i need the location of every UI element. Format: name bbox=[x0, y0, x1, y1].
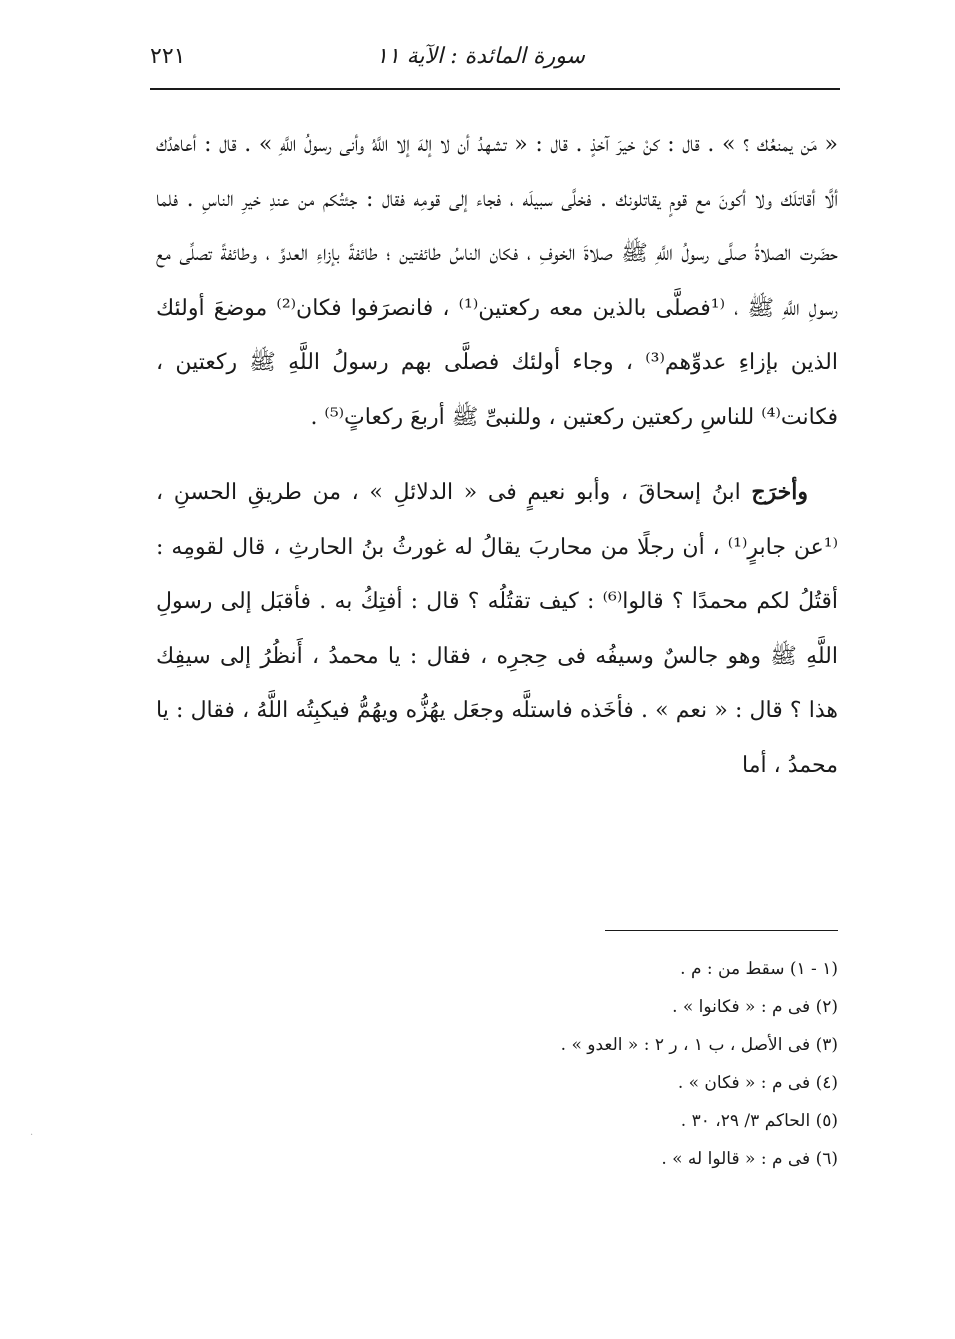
footnote: (١ - ١) سقط من : م . bbox=[680, 959, 838, 979]
paragraph bbox=[156, 118, 838, 445]
footnotes bbox=[538, 950, 838, 1178]
page-number: ٢٢١ bbox=[150, 44, 186, 69]
footnote-separator bbox=[605, 930, 838, 931]
main-text bbox=[156, 118, 838, 793]
paragraph-text: ابنُ إسحاقَ ، وأبو نعيمٍ فى « الدلائلِ » ، من طريقِ الحسنِ ، ⁽¹عن جابرٍ⁽¹⁾ ، أن رجلًا من محاربَ يقالُ له غورثُ بنُ الحارثِ ، قال لقومِه : أقتُلُ لكم محمدًا ؟ قالوا⁽⁶⁾ : كيف تقتُلُه ؟ قال : أفتِكُ به . فأقبَل إلى رسولِ اللَّهِ ﷺ وهو جالسٌ وسيفُه فى حِجرِه ، فقال : يا محمدُ ، أَنظُرُ إلى سيفِك هذا ؟ قال : « نعم » . فأخَذه فاستلَّه وجعَل يهُزُّه ويهُمُّ فيكبِتُه اللَّهُ ، فقال : يا محمدُ ، أما bbox=[156, 480, 838, 778]
paragraph-text: « مَن يمنعُك ؟ » . قال : كنْ خيرَ آخذٍ . قال : « تشهدُ أن لا إلهَ إلا اللَّهُ وأنى رسولُ اللَّهِ » . قال : أعاهدُك ألَّا أقاتلَك ولا أكونَ مع قومٍ يقاتلونك . فخلَّى سبيلَه ، فجاء إلى قومِه فقال : جئتُكم من عندِ خيرِ الناسِ . فلما حضَرت الصلاةُ صلَّى رسولُ اللَّهِ ﷺ صلاةَ الخوفِ ، فكان الناسُ طائفتين ؛ طائفةً بإزاءِ العدوِّ ، وطائفةً تصلِّى مع رسولِ اللَّهِ ﷺ ، ⁽¹فصلَّى بالذين معه ركعتين⁽¹⁾ ، فانصرَفوا فكان⁽²⁾ موضعَ أولئك الذين بإزاءِ عدوِّهم⁽³⁾ ، وجاء أولئك فصلَّى بهم رسولُ اللَّهِ ﷺ ركعتين ، فكانت⁽⁴⁾ للناسِ ركعتين ركعتين ، وللنبىِّ ﷺ أربعَ ركعاتٍ⁽⁵⁾ . bbox=[156, 132, 838, 430]
running-header bbox=[150, 40, 840, 84]
footnote: (٣) فى الأصل ، ب ١ ، ر ٢ : « العدو » . bbox=[560, 1035, 838, 1055]
footnote: (٤) فى م : « فكان » . bbox=[677, 1073, 838, 1093]
paragraph bbox=[156, 465, 838, 793]
footnote: (٢) فى م : « فكانوا » . bbox=[672, 997, 838, 1017]
header-rule bbox=[150, 88, 840, 90]
footnote: (٥) الحاكم ٣/ ٢٩، ٣٠ . bbox=[680, 1111, 838, 1131]
running-header-title: سورة المائدة : الآية ١١ bbox=[376, 44, 585, 69]
scan-speck: · bbox=[30, 1130, 34, 1141]
footnote: (٦) فى م : « قالوا له » . bbox=[661, 1149, 838, 1169]
paragraph-lead-word: وأخرَج bbox=[751, 479, 808, 505]
